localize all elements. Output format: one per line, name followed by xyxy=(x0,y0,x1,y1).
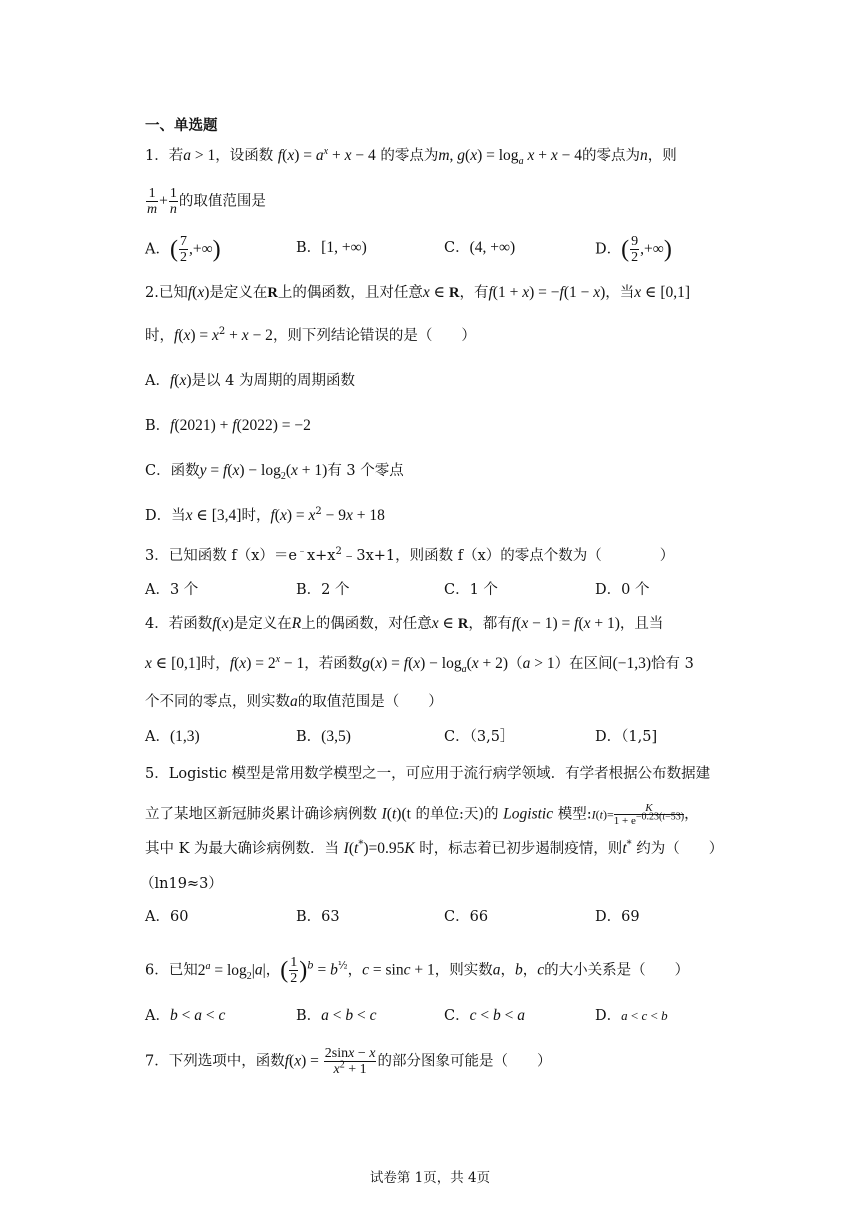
q2-option-c: C．函数$y = f(x) - \log_2(x + 1)$有 3 个零点 xyxy=(145,462,404,483)
q2-option-d: D．当x ∈ [3,4]时，$f(x) = x^2 - 9x + 18$ xyxy=(145,506,385,524)
q5-option-b: B．63 xyxy=(296,909,340,925)
section-title: 一、单选题 xyxy=(145,117,218,134)
q1-option-a: A．( $\frac{7}{2}$ ,+∞) xyxy=(145,234,221,265)
question-5-stem: 5．Logistic 模型是常用数学模型之一，可应用于流行病学领域．有学者根据公布数据建 xyxy=(145,766,711,782)
q3-option-c: C．1 个 xyxy=(444,582,498,598)
question-2-stem: 2.已知f(x)是定义在R上的偶函数，且对任意x ∈ R，有f(1 + x) = −f(1 − x)，当x ∈ [0,1] xyxy=(145,284,691,301)
q5-option-c: C．66 xyxy=(444,909,489,925)
q3-option-a: A．3 个 xyxy=(145,582,199,598)
q1-option-b: B．[1, +∞) xyxy=(296,239,367,256)
q2-option-a: A．f(x)是以 4 为周期的周期函数 xyxy=(145,372,355,389)
question-4-stem-3: 个不同的零点，则实数a的取值范围是（ ） xyxy=(145,693,443,710)
q1-option-c: C．(4, +∞) xyxy=(444,239,516,256)
q3-option-d: D．0 个 xyxy=(595,582,650,598)
q4-option-a: A．(1,3) xyxy=(145,728,200,745)
q6-option-d: D．a < c < b xyxy=(595,1008,668,1024)
question-5-stem-3: 其中 K 为最大确诊病例数．当 I(t*)=0.95K 时，标志着已初步遏制疫情，则t* 约为（ ） xyxy=(145,839,724,857)
question-5-stem-2: 立了某地区新冠肺炎累计确诊病例数 I(t)(t 的单位:天)的 Logistic 模型:I(t)= $\frac{K}{1 + e^{-0.23(t-53)}}$ ， xyxy=(145,802,699,827)
question-1-stem: 1．若a > 1，设函数 $f(x) = a^x + x - 4$ 的零点为m, $g(x) = \log_a x + x - 4$的零点为n，则 xyxy=(145,145,677,168)
question-3-stem: 3．已知函数 $f(x)=e^﹣x+x^2﹣3x+1$，则函数 f（x）的零点个数为（ ） xyxy=(145,546,675,564)
q4-option-d: D．（1,5] xyxy=(595,729,658,745)
q6-option-a: A．b < a < c xyxy=(145,1007,226,1024)
q6-option-c: C．c < b < a xyxy=(444,1007,525,1024)
q1-option-d: D．( $\frac{9}{2}$ ,+∞) xyxy=(595,234,672,265)
page-footer: 试卷第 1页，共 4页 xyxy=(369,1170,491,1186)
q4-option-c: C．（3,5］ xyxy=(444,729,515,745)
q4-option-b: B．(3,5) xyxy=(296,728,351,745)
question-4-stem: 4．若函数f(x)是定义在R上的偶函数，对任意x ∈ R，都有f(x − 1) = f(x + 1)，且当 xyxy=(145,615,664,632)
question-1-stem-2: $\frac{1}{m}$ + $\frac{1}{n}$ 的取值范围是 xyxy=(147,186,266,217)
q6-option-b: B．a < b < c xyxy=(296,1007,377,1024)
q5-option-a: A．60 xyxy=(145,909,189,925)
question-4-stem-2: x ∈ [0,1]时，$f(x) = 2^x - 1$，若函数$g(x) = f(x) - \log_a(x + 2)(a > 1)$在区间(−1,3)恰有 3 xyxy=(145,653,694,676)
q2-option-b: B．f(2021) + f(2022) = −2 xyxy=(145,417,311,434)
q3-option-b: B．2 个 xyxy=(296,582,350,598)
q5-option-d: D．69 xyxy=(595,909,640,925)
question-7-stem: 7．下列选项中，函数f(x) = $\frac{2\sin x - x}{x^2 + 1}$ 的部分图象可能是（ ） xyxy=(145,1046,552,1077)
question-2-stem-2: 时，$f(x) = x^2 + x - 2$，则下列结论错误的是（ ） xyxy=(145,326,476,344)
question-6-stem: 6．已知$2^a = \log_2|a|$，( $\frac{1}{2}$ )$^b = b^{\frac{1}{2}}$，c = sinc + 1，则实数a，b，c的大小关系是（ ） xyxy=(145,955,690,986)
question-5-hint: （ln19≈3） xyxy=(140,876,223,892)
